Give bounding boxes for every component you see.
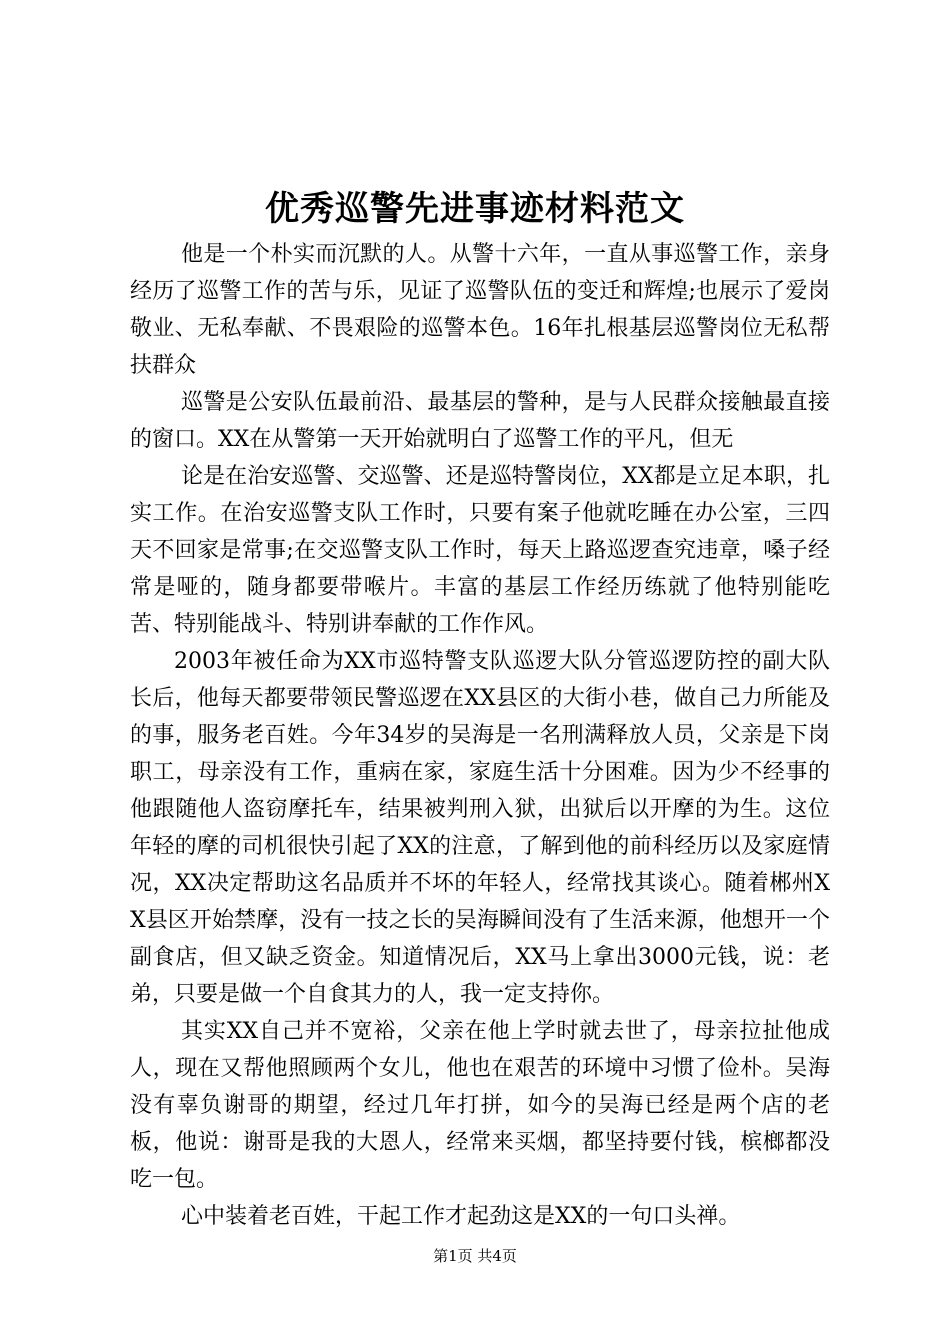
page-number-footer: 第1页 共4页 xyxy=(433,1247,517,1265)
paragraph-6: 心中装着老百姓，干起工作才起劲这是XX的一句口头禅。 xyxy=(181,1204,741,1229)
document-title: 优秀巡警先进事迹材料范文 xyxy=(265,189,685,229)
paragraph-5: 其实XX自己并不宽裕，父亲在他上学时就去世了，母亲拉扯他成人，现在又帮他照顾两个女儿，他也在艰苦的环境中习惯了俭朴。吴海没有辜负谢哥的期望，经过几年打拼，如今的吴海已经是两个店的老板，他说：谢哥是我的大恩人，经常来买烟，都坚持要付钱，槟榔都没吃一包。 xyxy=(130,1019,830,1192)
paragraph-1: 他是一个朴实而沉默的人。从警十六年，一直从事巡警工作，亲身经历了巡警工作的苦与乐，见证了巡警队伍的变迁和辉煌;也展示了爱岗敬业、无私奉献、不畏艰险的巡警本色。16年扎根基层巡警岗位无私帮扶群众 xyxy=(130,242,830,378)
paragraph-2: 巡警是公安队伍最前沿、最基层的警种，是与人民群众接触最直接的窗口。XX在从警第一天开始就明白了巡警工作的平凡，但无 xyxy=(130,390,830,452)
document-body xyxy=(130,236,830,1235)
paragraph-3: 论是在治安巡警、交巡警、还是巡特警岗位，XX都是立足本职，扎实工作。在治安巡警支队工作时，只要有案子他就吃睡在办公室，三四天不回家是常事;在交巡警支队工作时，每天上路巡逻查究违章，嗓子经常是哑的，随身都要带喉片。丰富的基层工作经历练就了他特别能吃苦、特别能战斗、特别讲奉献的工作作风。 xyxy=(130,464,830,637)
paragraph-4: 2003年被任命为XX市巡特警支队巡逻大队分管巡逻防控的副大队长后，他每天都要带领民警巡逻在XX县区的大街小巷，做自己力所能及的事，服务老百姓。今年34岁的吴海是一名刑满释放人员，父亲是下岗职工，母亲没有工作，重病在家，家庭生活十分困难。因为少不经事的他跟随他人盗窃摩托车，结果被判刑入狱，出狱后以开摩的为生。这位年轻的摩的司机很快引起了XX的注意，了解到他的前科经历以及家庭情况，XX决定帮助这名品质并不坏的年轻人，经常找其谈心。随着郴州XX县区开始禁摩，没有一技之长的吴海瞬间没有了生活来源，他想开一个副食店，但又缺乏资金。知道情况后，XX马上拿出3000元钱，说：老弟，只要是做一个自食其力的人，我一定支持你。 xyxy=(130,649,830,1007)
